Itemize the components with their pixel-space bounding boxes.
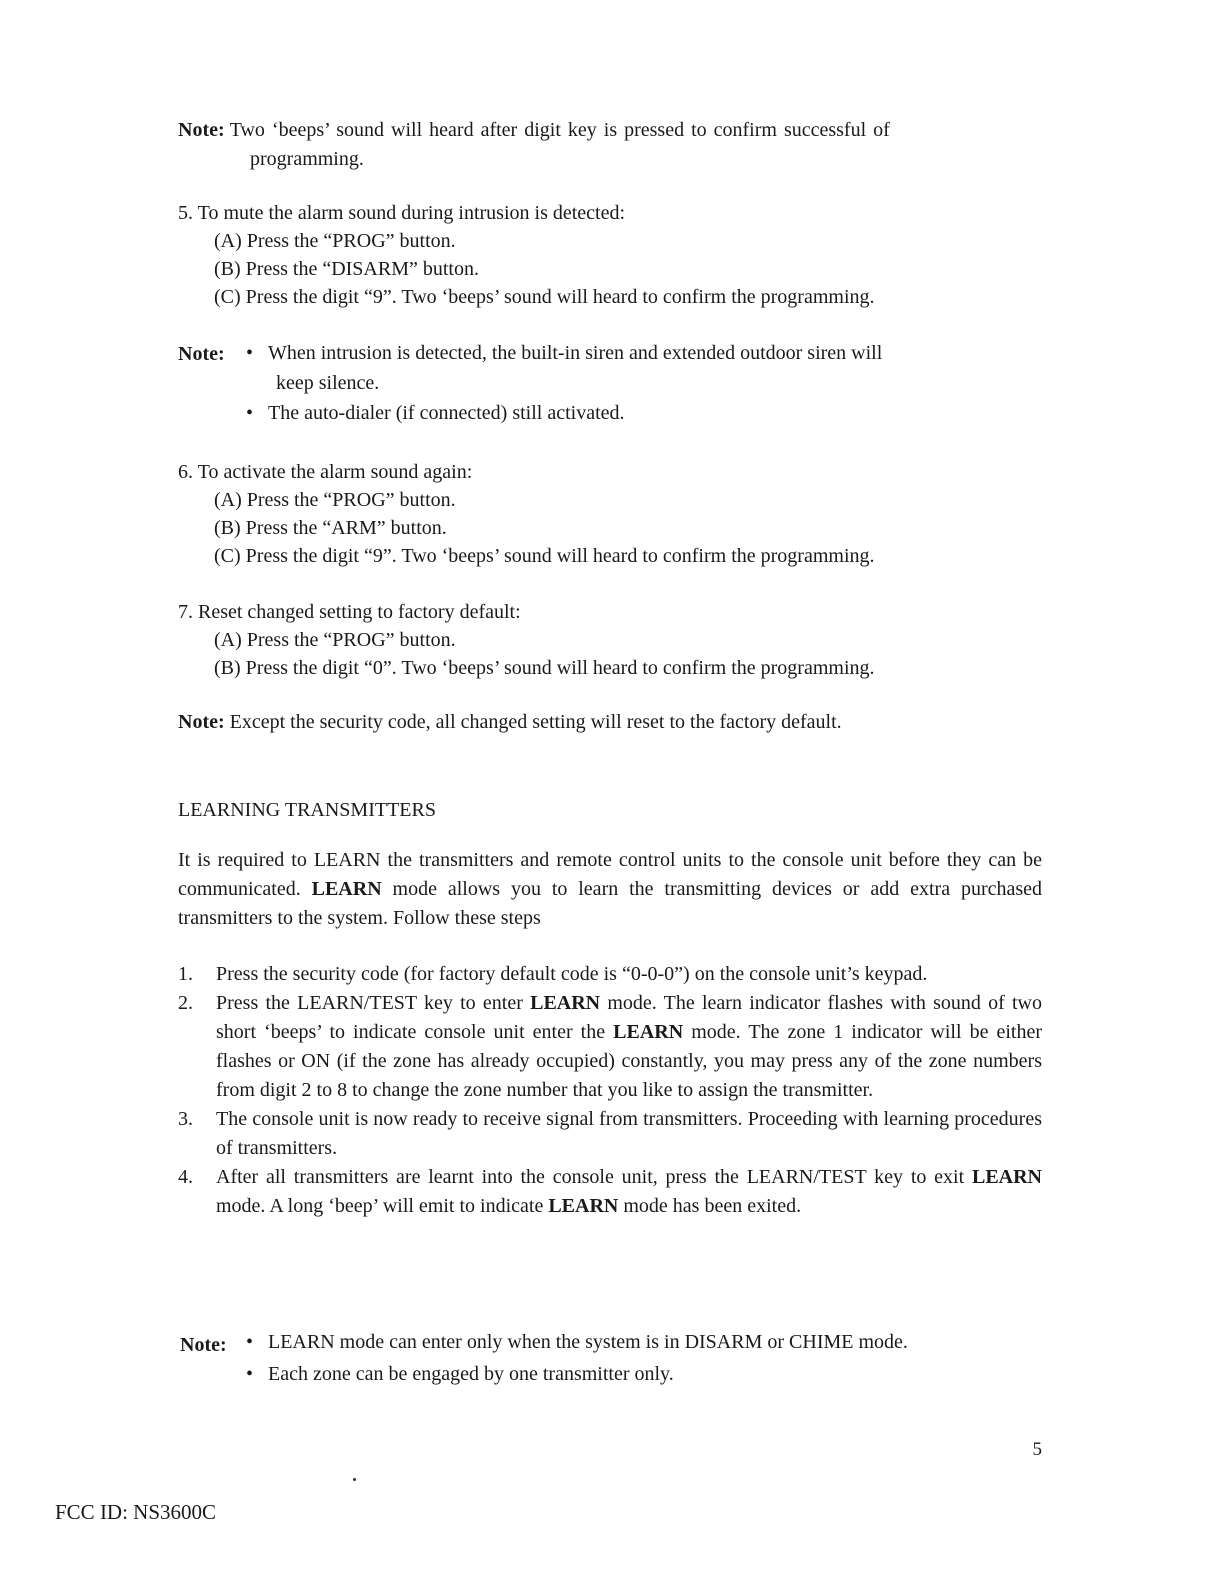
- step-5-a: (A) Press the “PROG” button.: [214, 230, 456, 252]
- learn-keyword: LEARN: [971, 1166, 1042, 1188]
- note-label: Note:: [178, 343, 225, 365]
- note-2-bullet-2: The auto-dialer (if connected) still activated.: [268, 402, 625, 424]
- scan-speck: [353, 1478, 356, 1481]
- step-5-title: 5. To mute the alarm sound during intrusion is detected:: [178, 202, 626, 224]
- fcc-id: FCC ID: NS3600C: [55, 1500, 217, 1524]
- step-6-b: (B) Press the “ARM” button.: [214, 517, 447, 539]
- note-4-bullet-1: LEARN mode can enter only when the system is in DISARM or CHIME mode.: [268, 1331, 908, 1353]
- note-label: Note:: [178, 711, 225, 733]
- learn-step-1-num: 1.: [178, 963, 193, 985]
- learn-step-4: [178, 1163, 1042, 1221]
- learn-keyword: LEARN: [548, 1195, 619, 1217]
- note-4-bullet-2: Each zone can be engaged by one transmitter only.: [268, 1363, 674, 1385]
- note-label: Note:: [180, 1334, 227, 1356]
- learn-steps: [178, 960, 1042, 1221]
- learn-step-2-part-3: mode. The zone 1 indicator will be either flashes or ON (if the zone has already occupied) constantly, you may press any of the zone numbers from digit 2 to 8 to change the zone number that you like to assign the transmitter.: [216, 1021, 1043, 1101]
- step-7: [178, 598, 1042, 682]
- step-7-b: (B) Press the digit “0”. Two ‘beeps’ sound will heard to confirm the programming.: [214, 657, 875, 679]
- step-5-b: (B) Press the “DISARM” button.: [214, 258, 479, 280]
- learn-step-4-part-1: After all transmitters are learnt into the console unit, press the LEARN/TEST key to exit: [216, 1166, 965, 1188]
- learn-step-2: [178, 989, 1042, 1105]
- step-6: [178, 458, 1042, 570]
- step-6-a: (A) Press the “PROG” button.: [214, 489, 456, 511]
- page-number: 5: [1032, 1439, 1042, 1460]
- note-2-bullet-1-cont: keep silence.: [276, 372, 380, 394]
- learn-step-4-part-3: mode has been exited.: [623, 1195, 802, 1217]
- learn-steps-list: [178, 960, 1042, 1221]
- learn-keyword: LEARN: [311, 878, 382, 900]
- note-3: [178, 708, 1042, 736]
- note-2-bullet-1: When intrusion is detected, the built-in siren and extended outdoor siren will: [268, 342, 883, 364]
- step-5-c: (C) Press the digit “9”. Two ‘beeps’ sound will heard to confirm the programming.: [214, 286, 875, 308]
- learn-step-2-part-2: mode. The learn indicator flashes with sound of two short ‘beeps’ to indicate console unit enter the: [216, 992, 1042, 1043]
- step-7-a: (A) Press the “PROG” button.: [214, 629, 456, 651]
- note-1-text-cont: programming.: [250, 148, 364, 170]
- learn-step-4-part-2: mode. A long ‘beep’ will emit to indicate: [216, 1195, 544, 1217]
- bullet-icon: •: [246, 1331, 254, 1353]
- learn-step-2-num: 2.: [178, 992, 193, 1014]
- learn-keyword: LEARN: [530, 992, 601, 1014]
- learn-step-2-part-1: Press the LEARN/TEST key to enter: [216, 992, 523, 1014]
- bullet-icon: •: [246, 1363, 254, 1385]
- step-6-c: (C) Press the digit “9”. Two ‘beeps’ sound will heard to confirm the programming.: [214, 545, 875, 567]
- learn-step-3: [178, 1105, 1042, 1163]
- learn-step-4-num: 4.: [178, 1166, 193, 1188]
- learn-step-1-text: Press the security code (for factory default code is “0-0-0”) on the console unit’s keypad.: [216, 963, 928, 985]
- note-3-text: Except the security code, all changed setting will reset to the factory default.: [229, 711, 842, 733]
- step-7-title: 7. Reset changed setting to factory default:: [178, 601, 521, 623]
- note-1: [178, 116, 1042, 173]
- learn-keyword: LEARN: [613, 1021, 684, 1043]
- note-label: Note:: [178, 119, 225, 141]
- bullet-icon: •: [246, 402, 254, 424]
- step-5: [178, 199, 1042, 311]
- note-1-text: Two ‘beeps’ sound will heard after digit key is pressed to confirm successful of: [229, 119, 890, 141]
- learn-step-3-num: 3.: [178, 1108, 193, 1130]
- learn-step-3-text: The console unit is now ready to receive signal from transmitters. Proceeding with learning procedures of transmitters.: [216, 1108, 1042, 1159]
- learn-intro: [178, 846, 1042, 933]
- section-heading: LEARNING TRANSMITTERS: [178, 799, 436, 821]
- bullet-icon: •: [246, 342, 254, 364]
- learn-intro-part-1: It is required to LEARN the transmitters and remote control units to the console unit before they can be communicated.: [178, 849, 1042, 900]
- learn-step-1: [178, 960, 1042, 989]
- note-2: [178, 339, 1042, 429]
- note-4: [178, 1328, 1042, 1390]
- learn-intro-part-2: mode allows you to learn the transmitting devices or add extra purchased transmitters to the system. Follow these steps: [178, 878, 1043, 929]
- step-6-title: 6. To activate the alarm sound again:: [178, 461, 473, 483]
